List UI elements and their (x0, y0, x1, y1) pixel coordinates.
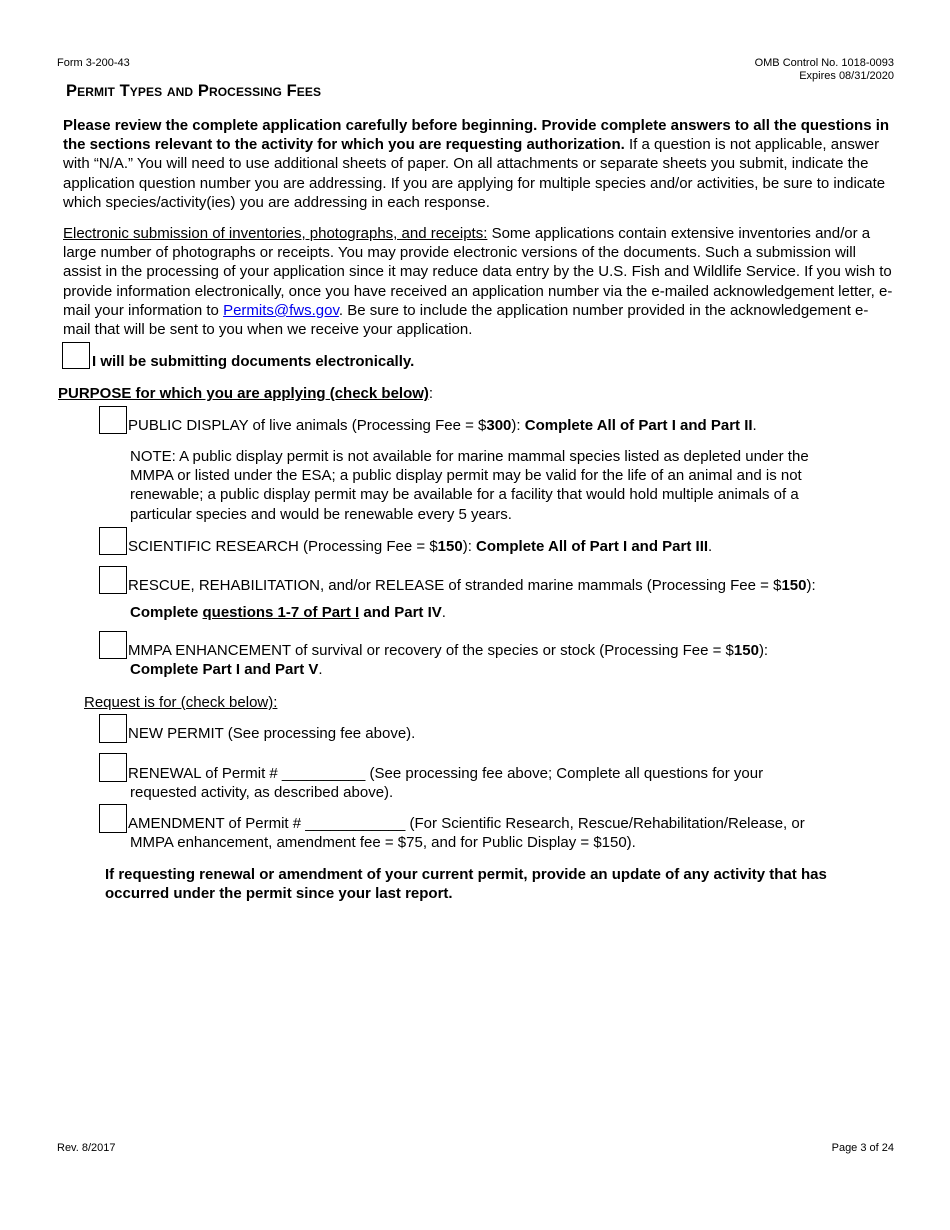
page-number: Page 3 of 24 (831, 1142, 894, 1154)
expiration-date: Expires 08/31/2020 (799, 70, 894, 82)
public-display-after-fee: ): (511, 417, 525, 434)
public-display-note: NOTE: A public display permit is not available for marine mammal species listed as depleted under the MMPA or listed under the ESA; a public display permit may be valid for the life of an animal and is not renewable; a public display permit may be available for a facility that would hold multiple animals of a particular species and would be renewable every 5 years. (130, 448, 809, 523)
enhancement-instruction (130, 660, 323, 679)
public-display-text: PUBLIC DISPLAY of live animals (Processing Fee = $ (128, 417, 487, 434)
amendment-label: AMENDMENT of Permit # ____________ (For Scientific Research, Rescue/Rehabilitation/Release, or (128, 815, 805, 832)
page-title: Permit Types and Processing Fees (66, 82, 322, 100)
electronic-heading: Electronic submission of inventories, photographs, and receipts: (63, 225, 488, 242)
closing-note: If requesting renewal or amendment of your current permit, provide an update of any activity that has occurred under the permit since your last report. (105, 866, 827, 903)
purpose-heading-text: PURPOSE for which you are applying (check below) (58, 385, 429, 402)
scientific-research-fee: 150 (437, 538, 463, 555)
rescue-label (128, 576, 816, 595)
rescue-checkbox[interactable] (99, 566, 127, 594)
rescue-after-fee: ): (806, 577, 816, 594)
omb-control-number: OMB Control No. 1018-0093 (754, 57, 894, 69)
public-display-label (128, 416, 757, 435)
electronic-checkbox-label: I will be submitting documents electronically. (92, 353, 415, 370)
scientific-research-instruction: Complete All of Part I and Part III (476, 538, 709, 555)
purpose-heading-colon: : (428, 385, 434, 402)
scientific-research-label (128, 537, 712, 556)
rescue-fee: 150 (781, 577, 807, 594)
purpose-heading (58, 384, 433, 403)
public-display-fee: 300 (486, 417, 512, 434)
rescue-instruction (130, 603, 446, 622)
enhancement-instruction-text: Complete Part I and Part V (130, 661, 319, 678)
renewal-label: RENEWAL of Permit # __________ (See processing fee above; Complete all questions for your (128, 765, 764, 782)
revision-date: Rev. 8/2017 (57, 1142, 116, 1154)
enhancement-text: MMPA ENHANCEMENT of survival or recovery of the species or stock (Processing Fee = $ (128, 642, 734, 659)
renewal-checkbox[interactable] (99, 753, 127, 782)
intro-bold: Please review the complete application carefully before beginning. Provide complete answers to all the questions in the sections relevant to the activity for which you are requesting authorization. (63, 117, 890, 154)
public-display-instruction: Complete All of Part I and Part II (524, 417, 753, 434)
new-permit-label: NEW PERMIT (See processing fee above). (128, 725, 416, 742)
intro-rest: If a question is not applicable, answer with “N/A.” You will need to use additional sheets of paper. On all attachments or separate sheets you submit, indicate the application question number you are addressing. If you are applying for multiple species and/or activities, be sure to indicate which species/activity(ies) you are addressing in each response. (63, 136, 886, 211)
enhancement-after-fee: ): (758, 642, 769, 659)
rescue-instruction-pre: Complete (130, 604, 203, 621)
enhancement-instruction-end: . (318, 661, 323, 678)
new-permit-checkbox[interactable] (99, 714, 127, 743)
electronic-text-1: Some applications contain extensive inventories and/or a large number of photographs or receipts. You may provide electronic versions of the documents. Such a submission will assist in the processing of your application since it may reduce data entry by the U.S. Fish and Wildlife Service. If you wish to provide information electronically, once you have received an application number via the e-mailed acknowledgement letter, e-mail your information to (63, 225, 893, 319)
public-display-checkbox[interactable] (99, 406, 127, 434)
electronic-paragraph (63, 224, 895, 339)
intro-paragraph (63, 116, 895, 212)
omb-info (755, 57, 894, 83)
rescue-instruction-end: . (441, 604, 446, 621)
electronic-text-2: . Be sure to include the application number provided in the acknowledgement e-mail that will be sent to you when we receive your application. (63, 301, 869, 339)
electronic-checkbox[interactable] (62, 342, 90, 369)
request-heading: Request is for (check below): (84, 694, 278, 711)
amendment-checkbox[interactable] (99, 804, 127, 833)
renewal-label-continued: requested activity, as described above). (130, 784, 394, 801)
email-link[interactable]: Permits@fws.gov (223, 301, 339, 319)
form-number: Form 3-200-43 (57, 57, 130, 69)
amendment-label-continued: MMPA enhancement, amendment fee = $75, and for Public Display = $150). (130, 834, 636, 851)
scientific-research-after-fee: ): (462, 538, 477, 555)
scientific-research-end: . (708, 538, 713, 555)
scientific-research-checkbox[interactable] (99, 527, 127, 555)
enhancement-checkbox[interactable] (99, 631, 127, 659)
scientific-research-text: SCIENTIFIC RESEARCH (Processing Fee = $ (128, 538, 438, 555)
rescue-instruction-underlined: questions 1-7 of Part I (202, 604, 360, 621)
enhancement-label (128, 641, 768, 660)
enhancement-fee: 150 (733, 642, 759, 659)
public-display-end: . (752, 417, 757, 434)
rescue-text: RESCUE, REHABILITATION, and/or RELEASE of stranded marine mammals (Processing Fee = $ (128, 577, 782, 594)
rescue-instruction-post: and Part IV (359, 604, 442, 621)
